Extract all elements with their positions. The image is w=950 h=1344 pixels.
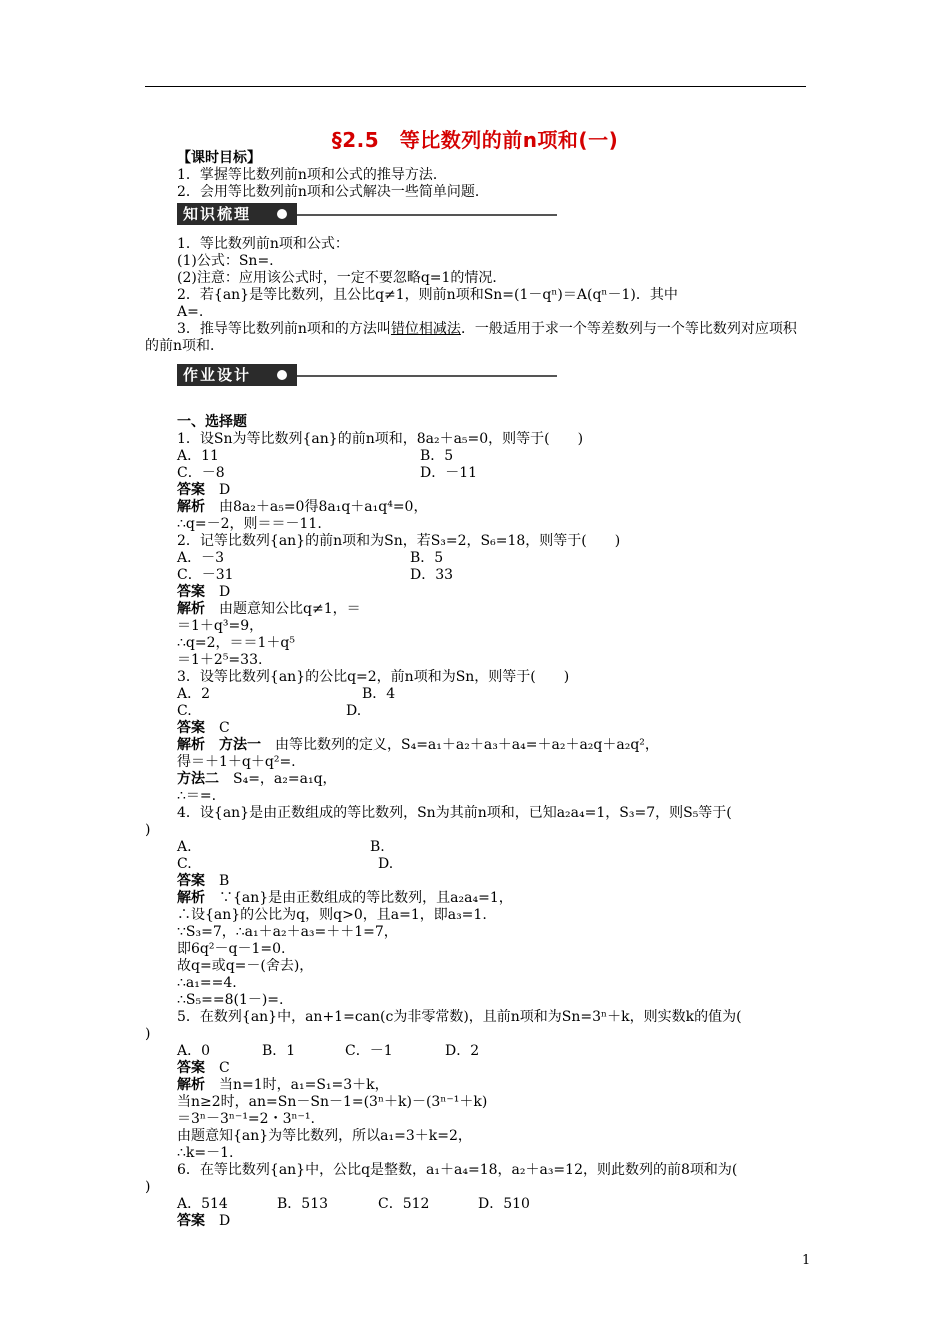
option-d: D．510 [478, 1196, 530, 1212]
question-4-stem-cont: ) [145, 822, 151, 838]
answer-label: 答案 [177, 482, 205, 498]
method-label: 方法二 [177, 771, 219, 787]
page-number: 1 [802, 1253, 811, 1268]
knowledge-line-3 [145, 321, 807, 355]
option-a: A．514 [177, 1196, 228, 1212]
knowledge-3-underlined: 错位相减法 [390, 321, 461, 337]
analysis-line: 由题意知{an}为等比数列，所以a₁=3＋k=2， [177, 1128, 472, 1144]
banner-label: 知识梳理 [177, 203, 297, 225]
option-c: C. [177, 856, 192, 872]
analysis-label: 解析 [177, 890, 205, 906]
page-title: §2.5 等比数列的前n项和(一) [331, 128, 619, 152]
question-2-stem: 2．记等比数列{an}的前n项和为Sn，若S₃=2，S₆=18，则等于( ) [177, 533, 621, 549]
goal-item: 1．掌握等比数列前n项和公式的推导方法． [177, 167, 447, 183]
question-4-stem: 4．设{an}是由正数组成的等比数列，Sn为其前n项和，已知a₂a₄=1，S₃=7，则S₅等于( [177, 805, 732, 821]
analysis-line [177, 601, 361, 618]
knowledge-line: (2)注意：应用该公式时，一定不要忽略q=1的情况． [177, 270, 507, 286]
answer-value: C [219, 720, 230, 736]
analysis-line: ∵S₃=7，∴a₁＋a₂＋a₃=＋＋1=7， [177, 924, 398, 940]
analysis-label: 解析 [177, 601, 205, 617]
analysis-line: ∴q=－2，则＝＝－11. [177, 516, 322, 532]
analysis-line: ∴S₅==8(1－)=. [177, 992, 284, 1008]
answer-line [177, 482, 230, 499]
option-b: B．5 [410, 550, 444, 566]
answer-line [177, 1060, 230, 1077]
question-3-stem: 3．设等比数列{an}的公比q=2，前n项和为Sn，则等于( ) [177, 669, 570, 685]
option-a: A．11 [177, 448, 219, 464]
option-a: A．0 [177, 1043, 211, 1059]
banner-dot-icon [277, 209, 287, 219]
analysis-line: 当n≥2时，an=Sn－Sn－1=(3ⁿ＋k)－(3ⁿ⁻¹＋k) [177, 1094, 488, 1110]
analysis-label: 解析 [177, 737, 205, 753]
option-b: B．4 [362, 686, 396, 702]
answer-line [177, 584, 230, 601]
answer-value: B [219, 873, 230, 889]
answer-label: 答案 [177, 1213, 205, 1229]
option-a: A．2 [177, 686, 211, 702]
analysis-line: ＝1＋2⁵=33. [177, 652, 263, 668]
answer-value: D [219, 584, 231, 600]
question-5-stem-cont: ) [145, 1026, 151, 1042]
answer-label: 答案 [177, 720, 205, 736]
question-1-stem: 1．设Sn为等比数列{an}的前n项和，8a₂＋a₅=0，则等于( ) [177, 431, 584, 447]
answer-line [177, 720, 230, 737]
analysis-line [177, 890, 513, 907]
option-b: B. [370, 839, 385, 855]
option-b: B．5 [420, 448, 454, 464]
knowledge-3-after: ．一般适用于求一个等差数列与一个等比数列对应项积的前n项和． [145, 321, 797, 354]
option-d: D．－11 [420, 465, 478, 481]
goals-heading: 【课时目标】 [177, 150, 261, 166]
option-d: D．2 [445, 1043, 480, 1059]
question-5-stem: 5．在数列{an}中，an+1=can(c为非零常数)，且前n项和为Sn=3ⁿ＋k，则实数k的值为( [177, 1009, 742, 1025]
option-a: A. [177, 839, 192, 855]
analysis-line: 得＝＋1＋q＋q²=. [177, 754, 296, 770]
analysis-line [177, 499, 427, 516]
option-b: B．1 [262, 1043, 296, 1059]
banner-dot-icon [277, 370, 287, 380]
analysis-text: S₄=，a₂=a₁q， [233, 771, 337, 787]
analysis-text: 当n=1时，a₁=S₁=3＋k， [219, 1077, 389, 1093]
analysis-line [177, 1077, 389, 1094]
knowledge-line: (1)公式：Sn=. [177, 253, 274, 269]
method-label: 方法一 [219, 737, 261, 753]
option-c: C．－31 [177, 567, 234, 583]
option-a: A．－3 [177, 550, 225, 566]
analysis-line: ∴k=－1. [177, 1145, 234, 1161]
analysis-text: 由等比数列的定义，S₄=a₁＋a₂＋a₃＋a₄=＋a₂＋a₂q＋a₂q²， [275, 737, 659, 753]
analysis-line: ∴q=2，＝＝1＋q⁵ [177, 635, 295, 651]
option-c: C．－1 [345, 1043, 393, 1059]
section-heading: 一、选择题 [177, 414, 247, 430]
analysis-line: ∴a₁==4. [177, 975, 237, 991]
analysis-line: ∴设{an}的公比为q，则q>0，且a=1，即a₃=1. [177, 907, 487, 923]
option-c: C．－8 [177, 465, 225, 481]
analysis-text: ∵{an}是由正数组成的等比数列，且a₂a₄=1， [219, 890, 513, 906]
analysis-line: ＝1＋q³=9， [177, 618, 264, 634]
answer-value: C [219, 1060, 230, 1076]
analysis-line: ＝3ⁿ－3ⁿ⁻¹=2・3ⁿ⁻¹. [177, 1111, 315, 1127]
banner-rule [297, 214, 557, 216]
analysis-label: 解析 [177, 1077, 205, 1093]
knowledge-line: 1．等比数列前n项和公式： [177, 236, 349, 252]
analysis-line: 即6q²－q－1=0. [177, 941, 286, 957]
knowledge-line: A=. [177, 304, 204, 320]
option-d: D．33 [410, 567, 454, 583]
banner-rule [297, 375, 557, 377]
question-6-stem-cont: ) [145, 1179, 151, 1195]
knowledge-3-before: 3．推导等比数列前n项和的方法叫 [177, 321, 391, 337]
analysis-line [177, 771, 337, 788]
question-6-stem: 6．在等比数列{an}中，公比q是整数，a₁＋a₄=18，a₂＋a₃=12，则此数列的前8项和为( [177, 1162, 738, 1178]
answer-value: D [219, 482, 231, 498]
analysis-text: 由8a₂＋a₅=0得8a₁q＋a₁q⁴=0， [219, 499, 428, 515]
goal-item: 2．会用等比数列前n项和公式解决一些简单问题． [177, 184, 489, 200]
answer-value: D [219, 1213, 231, 1229]
option-c: C．512 [378, 1196, 430, 1212]
analysis-line: ∴＝=. [177, 788, 217, 804]
banner-label: 作业设计 [177, 364, 297, 386]
knowledge-line: 2．若{an}是等比数列，且公比q≠1，则前n项和Sn=(1－qⁿ)＝A(qⁿ－1)．其中 [177, 287, 678, 303]
analysis-line: 故q=或q=－(舍去)， [177, 958, 314, 974]
analysis-line [177, 737, 659, 754]
analysis-label: 解析 [177, 499, 205, 515]
option-c: C. [177, 703, 192, 719]
answer-line [177, 1213, 230, 1230]
analysis-text: 由题意知公比q≠1，＝ [219, 601, 361, 617]
answer-label: 答案 [177, 584, 205, 600]
option-b: B．513 [277, 1196, 329, 1212]
option-d: D. [378, 856, 394, 872]
option-d: D. [346, 703, 362, 719]
answer-label: 答案 [177, 1060, 205, 1076]
answer-line [177, 873, 229, 890]
header-rule [145, 86, 806, 87]
answer-label: 答案 [177, 873, 205, 889]
